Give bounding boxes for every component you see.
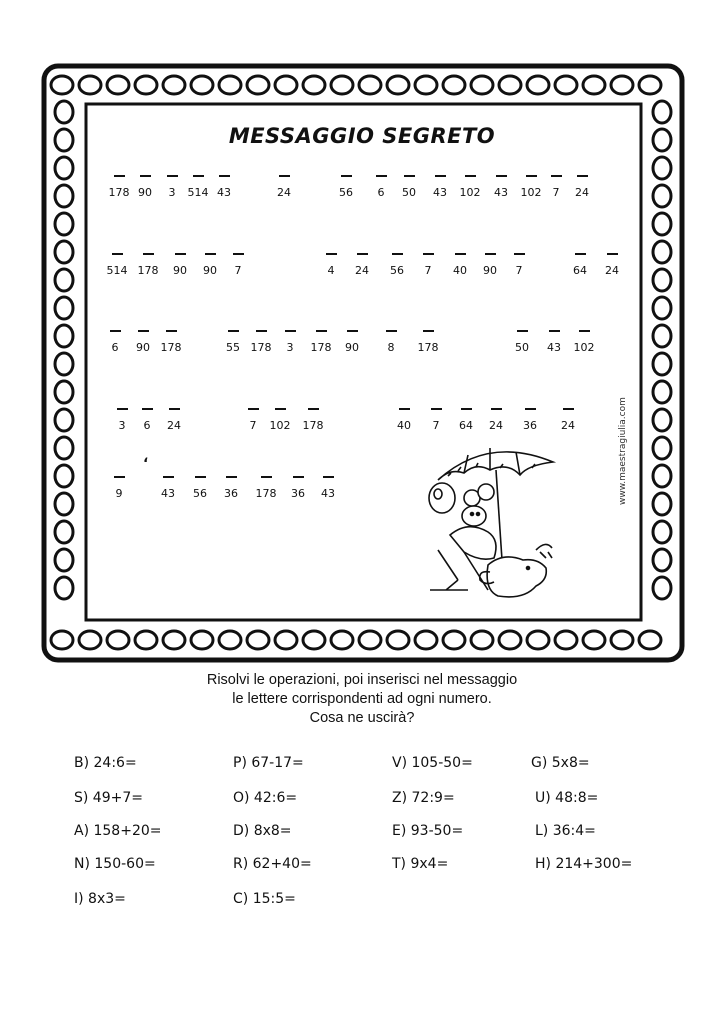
operation-g: G) 5x8=	[531, 755, 590, 771]
letter-blank	[228, 330, 239, 332]
frame-loop	[55, 325, 73, 347]
frame-loop	[55, 353, 73, 375]
operation-t: T) 9x4=	[392, 856, 449, 872]
letter-blank	[551, 175, 562, 177]
cipher-number: 56	[390, 263, 404, 277]
cipher-number: 514	[187, 185, 209, 199]
frame-loop	[639, 76, 661, 94]
frame-loop	[55, 101, 73, 123]
letter-blank	[326, 253, 337, 255]
cipher-number: 43	[547, 340, 561, 354]
cipher-number: 3	[118, 418, 126, 432]
operation-o: O) 42:6=	[233, 790, 298, 806]
watermark-text: www.maestragiulia.com	[618, 397, 628, 505]
frame-loop	[415, 631, 437, 649]
cipher-number: 40	[397, 418, 411, 432]
letter-blank	[233, 253, 244, 255]
frame-loop	[653, 101, 671, 123]
cipher-number: 43	[321, 486, 335, 500]
frame-loop	[653, 521, 671, 543]
letter-blank	[435, 175, 446, 177]
cipher-number: 6	[143, 418, 151, 432]
frame-loop	[527, 76, 549, 94]
cipher-cell	[336, 330, 368, 354]
frame-loop	[583, 631, 605, 649]
letter-blank	[275, 408, 286, 410]
frame-loop	[443, 76, 465, 94]
letter-blank	[279, 175, 290, 177]
frame-loop	[55, 241, 73, 263]
instructions-line-2: le lettere corrispondenti ad ogni numero.	[232, 691, 492, 707]
frame-loop	[55, 437, 73, 459]
cipher-cell	[375, 330, 407, 354]
operation-z: Z) 72:9=	[392, 790, 455, 806]
cipher-number: 24	[167, 418, 181, 432]
cipher-number: 90	[345, 340, 359, 354]
cipher-cell	[474, 253, 506, 277]
letter-blank	[455, 253, 466, 255]
cipher-number: 7	[432, 418, 440, 432]
cipher-number: 6	[111, 340, 119, 354]
cipher-number: 8	[387, 340, 395, 354]
cipher-number: 36	[224, 486, 238, 500]
cipher-number: 50	[515, 340, 529, 354]
frame-loop	[499, 76, 521, 94]
cipher-cell	[208, 175, 240, 199]
apostrophe-mark: ‘	[143, 456, 149, 472]
cipher-cell	[412, 330, 444, 354]
frame-loop	[247, 76, 269, 94]
letter-blank	[526, 175, 537, 177]
letter-blank	[465, 175, 476, 177]
frame-loop	[653, 465, 671, 487]
letter-blank	[169, 408, 180, 410]
frame-loop	[191, 76, 213, 94]
frame-loop	[55, 297, 73, 319]
frame-loop	[499, 631, 521, 649]
cipher-cell	[454, 175, 486, 199]
cipher-cell	[312, 476, 344, 500]
frame-loop	[653, 213, 671, 235]
frame-loop	[107, 76, 129, 94]
cipher-number: 64	[459, 418, 473, 432]
cipher-cell	[424, 175, 456, 199]
frame-loop	[653, 185, 671, 207]
cipher-cell	[264, 408, 296, 432]
cipher-number: 43	[161, 486, 175, 500]
cipher-cell	[568, 330, 600, 354]
frame-loop	[653, 325, 671, 347]
cipher-cell	[346, 253, 378, 277]
letter-blank	[175, 253, 186, 255]
letter-blank	[577, 175, 588, 177]
cipher-cell	[282, 476, 314, 500]
letter-blank	[525, 408, 536, 410]
cipher-number: 36	[523, 418, 537, 432]
cipher-number: 178	[108, 185, 130, 199]
letter-blank	[248, 408, 259, 410]
letter-blank	[117, 408, 128, 410]
letter-blank	[517, 330, 528, 332]
operation-s: S) 49+7=	[74, 790, 143, 806]
letter-blank	[607, 253, 618, 255]
frame-loop	[79, 76, 101, 94]
cipher-number: 24	[575, 185, 589, 199]
frame-loop	[247, 631, 269, 649]
letter-blank	[323, 476, 334, 478]
cipher-number: 9	[115, 486, 123, 500]
frame-loop	[527, 631, 549, 649]
letter-blank	[423, 330, 434, 332]
frame-loop	[583, 76, 605, 94]
cipher-number: 178	[417, 340, 439, 354]
operation-l: L) 36:4=	[535, 823, 596, 839]
operation-d: D) 8x8=	[233, 823, 292, 839]
cipher-number: 7	[515, 263, 523, 277]
cipher-cell	[393, 175, 425, 199]
cipher-number: 7	[424, 263, 432, 277]
cipher-cell	[184, 476, 216, 500]
cipher-number: 102	[269, 418, 291, 432]
cipher-cell	[268, 175, 300, 199]
operation-p: P) 67-17=	[233, 755, 304, 771]
letter-blank	[491, 408, 502, 410]
operation-u: U) 48:8=	[535, 790, 599, 806]
cipher-cell	[158, 408, 190, 432]
cipher-number: 43	[217, 185, 231, 199]
cipher-cell	[412, 253, 444, 277]
operation-v: V) 105-50=	[392, 755, 473, 771]
frame-loop	[387, 631, 409, 649]
letter-blank	[205, 253, 216, 255]
frame-loop	[611, 631, 633, 649]
letter-blank	[112, 253, 123, 255]
cipher-cell	[132, 253, 164, 277]
cipher-number: 24	[355, 263, 369, 277]
letter-blank	[514, 253, 525, 255]
cipher-number: 40	[453, 263, 467, 277]
frame-loop	[387, 76, 409, 94]
letter-blank	[579, 330, 590, 332]
cipher-cell	[103, 476, 135, 500]
instructions-line-1: Risolvi le operazioni, poi inserisci nel messaggio	[206, 672, 518, 688]
cipher-number: 178	[310, 340, 332, 354]
frame-loop	[415, 76, 437, 94]
cipher-number: 514	[106, 263, 128, 277]
cipher-cell	[514, 408, 546, 432]
frame-loop	[219, 631, 241, 649]
cipher-cell	[381, 253, 413, 277]
letter-blank	[347, 330, 358, 332]
frame-loop	[303, 631, 325, 649]
instructions	[0, 671, 724, 728]
frame-loop	[55, 577, 73, 599]
frame-loop	[135, 631, 157, 649]
cipher-number: 56	[193, 486, 207, 500]
letter-blank	[140, 175, 151, 177]
frame-loop	[443, 631, 465, 649]
cipher-number: 178	[255, 486, 277, 500]
letter-blank	[143, 253, 154, 255]
frame-loop	[555, 76, 577, 94]
cipher-cell	[274, 330, 306, 354]
frame-loop	[639, 631, 661, 649]
letter-blank	[357, 253, 368, 255]
cipher-cell	[305, 330, 337, 354]
cipher-cell	[101, 253, 133, 277]
frame-loop	[55, 465, 73, 487]
frame-loop	[55, 157, 73, 179]
cipher-cell	[552, 408, 584, 432]
cipher-number: 102	[459, 185, 481, 199]
cipher-number: 7	[552, 185, 560, 199]
letter-blank	[308, 408, 319, 410]
cipher-number: 36	[291, 486, 305, 500]
frame-loop	[653, 269, 671, 291]
frame-loop	[555, 631, 577, 649]
cipher-cell	[450, 408, 482, 432]
operation-i: I) 8x3=	[74, 891, 126, 907]
frame-loop	[471, 631, 493, 649]
letter-blank	[195, 476, 206, 478]
cipher-number: 178	[137, 263, 159, 277]
frame-loop	[653, 409, 671, 431]
letter-blank	[386, 330, 397, 332]
cipher-cell	[215, 476, 247, 500]
letter-blank	[256, 330, 267, 332]
letter-blank	[114, 476, 125, 478]
cipher-cell	[245, 330, 277, 354]
cipher-number: 24	[605, 263, 619, 277]
frame-loop	[51, 76, 73, 94]
letter-blank	[110, 330, 121, 332]
cipher-cell	[330, 175, 362, 199]
cipher-cell	[566, 175, 598, 199]
letter-blank	[167, 175, 178, 177]
cipher-number: 24	[277, 185, 291, 199]
letter-blank	[376, 175, 387, 177]
frame-loop	[135, 76, 157, 94]
cipher-cell	[155, 330, 187, 354]
letter-blank	[261, 476, 272, 478]
frame-loop	[653, 437, 671, 459]
instructions-line-3: Cosa ne uscirà?	[309, 710, 415, 726]
letter-blank	[575, 253, 586, 255]
frame-loop	[275, 76, 297, 94]
letter-blank	[399, 408, 410, 410]
operation-r: R) 62+40=	[233, 856, 312, 872]
cipher-cell	[420, 408, 452, 432]
cipher-cell	[164, 253, 196, 277]
cipher-cell	[485, 175, 517, 199]
letter-blank	[293, 476, 304, 478]
frame-loop	[653, 493, 671, 515]
operation-n: N) 150-60=	[74, 856, 156, 872]
letter-blank	[142, 408, 153, 410]
frame-loop	[359, 631, 381, 649]
cipher-cell	[480, 408, 512, 432]
letter-blank	[163, 476, 174, 478]
letter-blank	[219, 175, 230, 177]
operation-h: H) 214+300=	[535, 856, 633, 872]
cipher-number: 4	[327, 263, 335, 277]
cipher-number: 102	[573, 340, 595, 354]
letter-blank	[431, 408, 442, 410]
frame-loop	[191, 631, 213, 649]
frame-loop	[55, 549, 73, 571]
frame-loop	[219, 76, 241, 94]
cipher-number: 64	[573, 263, 587, 277]
frame-loop	[51, 631, 73, 649]
cipher-number: 50	[402, 185, 416, 199]
cipher-cell	[503, 253, 535, 277]
letter-blank	[285, 330, 296, 332]
cipher-number: 178	[250, 340, 272, 354]
letter-blank	[114, 175, 125, 177]
letter-blank	[166, 330, 177, 332]
letter-blank	[496, 175, 507, 177]
cartoon-mouse-illustration	[428, 440, 568, 605]
cipher-cell	[564, 253, 596, 277]
cipher-number: 7	[234, 263, 242, 277]
letter-blank	[461, 408, 472, 410]
cipher-cell	[152, 476, 184, 500]
cipher-cell	[297, 408, 329, 432]
letter-blank	[341, 175, 352, 177]
letter-blank	[193, 175, 204, 177]
frame-loop	[653, 157, 671, 179]
letter-blank	[404, 175, 415, 177]
frame-loop	[653, 381, 671, 403]
cipher-number: 43	[433, 185, 447, 199]
frame-loop	[55, 409, 73, 431]
frame-loop	[471, 76, 493, 94]
cipher-cell	[596, 253, 628, 277]
cipher-number: 3	[286, 340, 294, 354]
frame-loop	[653, 241, 671, 263]
frame-loop	[303, 76, 325, 94]
frame-loop	[107, 631, 129, 649]
cipher-number: 55	[226, 340, 240, 354]
frame-loop	[653, 297, 671, 319]
frame-loop	[55, 213, 73, 235]
frame-loop	[275, 631, 297, 649]
frame-loop	[55, 493, 73, 515]
cipher-number: 56	[339, 185, 353, 199]
cipher-number: 6	[377, 185, 385, 199]
frame-loop	[359, 76, 381, 94]
cipher-cell	[250, 476, 282, 500]
cipher-number: 24	[489, 418, 503, 432]
frame-loop	[331, 76, 353, 94]
page-title: MESSAGGIO SEGRETO	[228, 124, 496, 148]
frame-loop	[163, 631, 185, 649]
cipher-number: 3	[168, 185, 176, 199]
frame-loop	[611, 76, 633, 94]
frame-loop	[653, 577, 671, 599]
cipher-number: 102	[520, 185, 542, 199]
cipher-number: 90	[138, 185, 152, 199]
cipher-number: 7	[249, 418, 257, 432]
frame-loop	[55, 185, 73, 207]
operation-b: B) 24:6=	[74, 755, 137, 771]
frame-loop	[163, 76, 185, 94]
operation-c: C) 15:5=	[233, 891, 296, 907]
frame-loop	[79, 631, 101, 649]
cipher-number: 90	[483, 263, 497, 277]
cipher-number: 178	[160, 340, 182, 354]
cipher-cell	[388, 408, 420, 432]
cipher-cell	[222, 253, 254, 277]
letter-blank	[138, 330, 149, 332]
cipher-number: 90	[203, 263, 217, 277]
cipher-number: 90	[136, 340, 150, 354]
cipher-cell	[444, 253, 476, 277]
letter-blank	[485, 253, 496, 255]
frame-loop	[55, 521, 73, 543]
frame-loop	[653, 549, 671, 571]
frame-loop	[55, 381, 73, 403]
frame-loop	[653, 353, 671, 375]
letter-blank	[316, 330, 327, 332]
cipher-cell	[315, 253, 347, 277]
cipher-cell	[506, 330, 538, 354]
cipher-number: 24	[561, 418, 575, 432]
letter-blank	[549, 330, 560, 332]
cipher-number: 43	[494, 185, 508, 199]
letter-blank	[226, 476, 237, 478]
operation-e: E) 93-50=	[392, 823, 464, 839]
letter-blank	[392, 253, 403, 255]
letter-blank	[563, 408, 574, 410]
cipher-number: 90	[173, 263, 187, 277]
operation-a: A) 158+20=	[74, 823, 162, 839]
cipher-cell	[538, 330, 570, 354]
cipher-number: 178	[302, 418, 324, 432]
letter-blank	[423, 253, 434, 255]
frame-loop	[55, 269, 73, 291]
frame-loop	[331, 631, 353, 649]
